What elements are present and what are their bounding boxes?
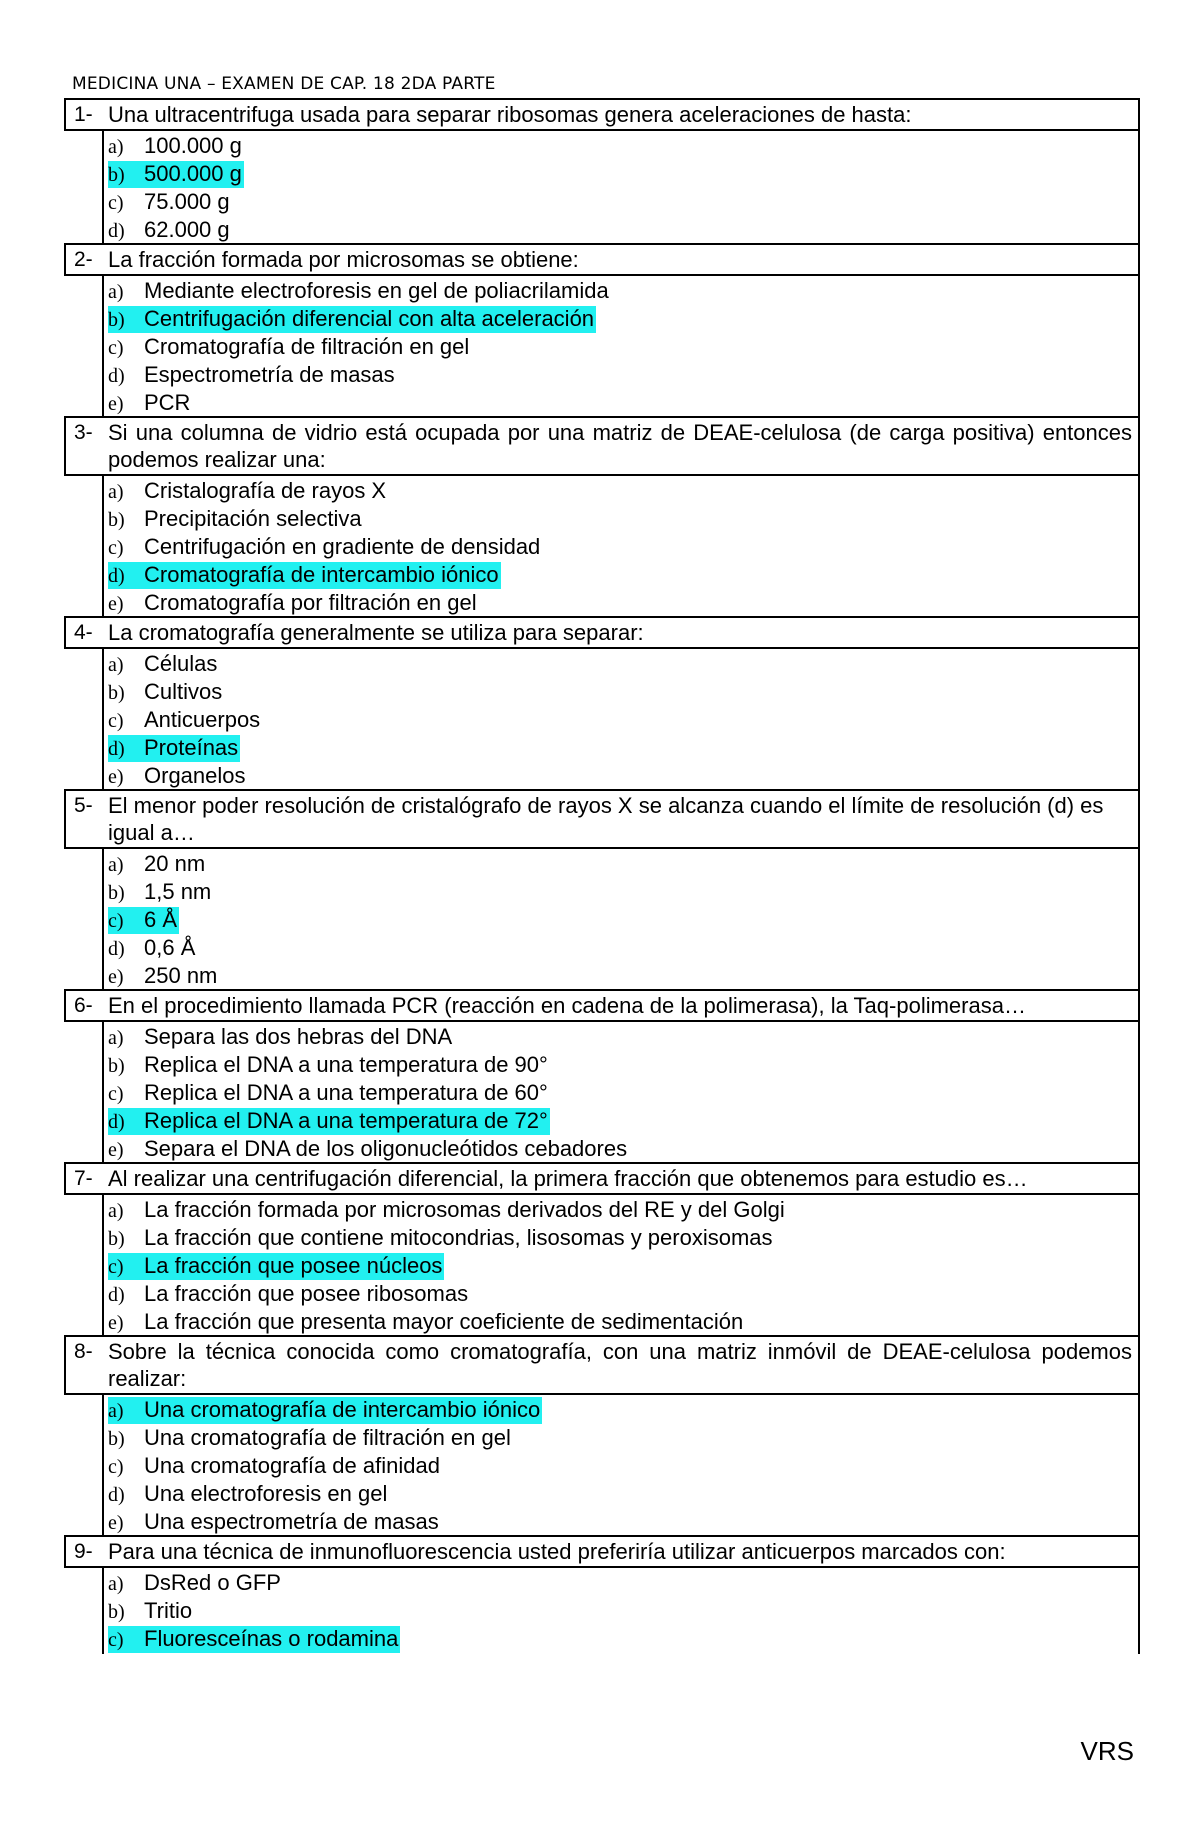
option-text: Tritio bbox=[144, 1598, 193, 1623]
option-letter: d) bbox=[108, 1284, 125, 1306]
answer-option-content bbox=[108, 763, 248, 790]
answer-option-content bbox=[108, 851, 207, 878]
answer-option bbox=[104, 1569, 1138, 1597]
option-letter: e) bbox=[108, 966, 124, 988]
question-heading bbox=[64, 1335, 1140, 1395]
answer-option-content bbox=[108, 1281, 470, 1308]
answer-option bbox=[104, 734, 1138, 762]
answer-option bbox=[104, 1625, 1138, 1653]
question-text: La fracción formada por microsomas se obtiene: bbox=[108, 247, 579, 272]
question-heading bbox=[64, 98, 1140, 131]
answer-options bbox=[102, 276, 1140, 418]
question-number: 5- bbox=[74, 794, 93, 817]
correct-answer-highlight bbox=[108, 1397, 542, 1424]
option-text: 20 nm bbox=[144, 851, 206, 876]
question-text: Para una técnica de inmunofluorescencia usted preferiría utilizar anticuerpos marcados con: bbox=[108, 1539, 1006, 1564]
option-letter: d) bbox=[108, 565, 125, 587]
option-letter: a) bbox=[108, 1573, 124, 1595]
correct-answer-highlight bbox=[108, 161, 244, 188]
option-letter: e) bbox=[108, 393, 124, 415]
question-text: En el procedimiento llamada PCR (reacción en cadena de la polimerasa), la Taq-polimerasa… bbox=[108, 993, 1026, 1018]
answer-option bbox=[104, 1023, 1138, 1051]
option-text: 0,6 Å bbox=[144, 935, 196, 960]
option-text: Centrifugación diferencial con alta aceleración bbox=[144, 306, 595, 331]
question-number: 9- bbox=[74, 1540, 93, 1563]
option-text: Cristalografía de rayos X bbox=[144, 478, 387, 503]
option-text: Separa las dos hebras del DNA bbox=[144, 1024, 453, 1049]
question-number: 4- bbox=[74, 621, 93, 644]
answer-option bbox=[104, 1452, 1138, 1480]
answer-option-content bbox=[108, 278, 611, 305]
answer-option-content bbox=[108, 534, 542, 561]
option-letter: a) bbox=[108, 1200, 124, 1222]
answer-option-content bbox=[108, 590, 479, 617]
option-text: 100.000 g bbox=[144, 133, 242, 158]
answer-option-content bbox=[108, 1197, 787, 1224]
option-text: 500.000 g bbox=[144, 161, 242, 186]
option-letter: e) bbox=[108, 1312, 124, 1334]
answer-option bbox=[104, 160, 1138, 188]
option-letter: b) bbox=[108, 309, 125, 331]
answer-options bbox=[102, 1568, 1140, 1654]
option-letter: c) bbox=[108, 537, 124, 559]
answer-option bbox=[104, 333, 1138, 361]
answer-option bbox=[104, 1196, 1138, 1224]
answer-option-content bbox=[108, 935, 197, 962]
question-number: 8- bbox=[74, 1340, 93, 1363]
option-text: PCR bbox=[144, 390, 191, 415]
answer-option-content bbox=[108, 1225, 775, 1252]
answer-option-content bbox=[108, 1024, 454, 1051]
answer-options bbox=[102, 1395, 1140, 1537]
option-letter: a) bbox=[108, 281, 124, 303]
option-text: Cromatografía por filtración en gel bbox=[144, 590, 477, 615]
answer-option bbox=[104, 1252, 1138, 1280]
answer-option-content bbox=[108, 1309, 745, 1336]
answer-option-content bbox=[108, 707, 262, 734]
option-text: Células bbox=[144, 651, 218, 676]
correct-answer-highlight bbox=[108, 907, 179, 934]
answer-option-content bbox=[108, 1052, 550, 1079]
question-heading bbox=[64, 989, 1140, 1022]
answer-option-content bbox=[108, 879, 213, 906]
option-letter: b) bbox=[108, 1228, 125, 1250]
question-heading bbox=[64, 1535, 1140, 1568]
option-text: Una cromatografía de filtración en gel bbox=[144, 1425, 511, 1450]
option-text: La fracción que presenta mayor coeficiente de sedimentación bbox=[144, 1309, 744, 1334]
answer-option bbox=[104, 477, 1138, 505]
answer-option-content bbox=[108, 133, 244, 160]
option-text: Precipitación selectiva bbox=[144, 506, 362, 531]
answer-option bbox=[104, 1396, 1138, 1424]
answer-option-content bbox=[108, 1453, 442, 1480]
option-text: La fracción que posee ribosomas bbox=[144, 1281, 469, 1306]
answer-option bbox=[104, 305, 1138, 333]
option-text: 62.000 g bbox=[144, 217, 230, 242]
option-text: Fluoresceínas o rodamina bbox=[144, 1626, 399, 1651]
answer-option-content bbox=[108, 1570, 283, 1597]
option-letter: a) bbox=[108, 481, 124, 503]
answer-option bbox=[104, 533, 1138, 561]
question-number: 1- bbox=[74, 103, 93, 126]
option-letter: c) bbox=[108, 1256, 124, 1278]
answer-option bbox=[104, 1508, 1138, 1536]
option-letter: c) bbox=[108, 1456, 124, 1478]
question-number: 3- bbox=[74, 421, 93, 444]
answer-option bbox=[104, 878, 1138, 906]
option-letter: c) bbox=[108, 710, 124, 732]
option-letter: e) bbox=[108, 1512, 124, 1534]
question-number: 6- bbox=[74, 994, 93, 1017]
answer-option bbox=[104, 361, 1138, 389]
question-text: El menor poder resolución de cristalógrafo de rayos X se alcanza cuando el límite de resolución (d) es igual a… bbox=[108, 793, 1104, 845]
answer-option-content bbox=[108, 1481, 389, 1508]
option-text: Replica el DNA a una temperatura de 72° bbox=[144, 1108, 548, 1133]
answer-option bbox=[104, 962, 1138, 990]
page-header: MEDICINA UNA – EXAMEN DE CAP. 18 2DA PARTE bbox=[72, 74, 496, 94]
option-text: 250 nm bbox=[144, 963, 218, 988]
question-text: Al realizar una centrifugación diferencial, la primera fracción que obtenemos para estudio es… bbox=[108, 1166, 1028, 1191]
answer-option bbox=[104, 1280, 1138, 1308]
answer-option-content bbox=[108, 651, 219, 678]
answer-option-content bbox=[108, 1509, 441, 1536]
question-number: 7- bbox=[74, 1167, 93, 1190]
option-text: Replica el DNA a una temperatura de 90° bbox=[144, 1052, 548, 1077]
answer-option bbox=[104, 1224, 1138, 1252]
answer-options bbox=[102, 649, 1140, 791]
answer-option bbox=[104, 589, 1138, 617]
option-text: Organelos bbox=[144, 763, 246, 788]
correct-answer-highlight bbox=[108, 562, 501, 589]
correct-answer-highlight bbox=[108, 1626, 400, 1653]
answer-option-content bbox=[108, 963, 219, 990]
answer-option-content bbox=[108, 217, 232, 244]
correct-answer-highlight bbox=[108, 735, 240, 762]
answer-option bbox=[104, 1597, 1138, 1625]
answer-option-content bbox=[108, 1425, 513, 1452]
option-letter: c) bbox=[108, 337, 124, 359]
option-text: Espectrometría de masas bbox=[144, 362, 395, 387]
option-letter: c) bbox=[108, 910, 124, 932]
answer-option-content bbox=[108, 189, 232, 216]
option-letter: e) bbox=[108, 766, 124, 788]
option-text: Una electroforesis en gel bbox=[144, 1481, 388, 1506]
option-text: La fracción que posee núcleos bbox=[144, 1253, 443, 1278]
option-text: Una cromatografía de intercambio iónico bbox=[144, 1397, 541, 1422]
answer-option bbox=[104, 132, 1138, 160]
option-letter: b) bbox=[108, 1601, 125, 1623]
answer-option-content bbox=[108, 390, 192, 417]
answer-option-content bbox=[108, 679, 224, 706]
footer-initials: VRS bbox=[1080, 1736, 1134, 1766]
answer-option bbox=[104, 389, 1138, 417]
question-heading bbox=[64, 243, 1140, 276]
option-letter: d) bbox=[108, 220, 125, 242]
option-letter: a) bbox=[108, 854, 124, 876]
option-letter: b) bbox=[108, 682, 125, 704]
option-letter: a) bbox=[108, 1027, 124, 1049]
option-text: Anticuerpos bbox=[144, 707, 261, 732]
option-letter: b) bbox=[108, 164, 125, 186]
option-text: 6 Å bbox=[144, 907, 178, 932]
answer-option bbox=[104, 188, 1138, 216]
answer-option-content bbox=[108, 1136, 629, 1163]
option-text: 1,5 nm bbox=[144, 879, 212, 904]
option-letter: d) bbox=[108, 1484, 125, 1506]
option-letter: b) bbox=[108, 882, 125, 904]
correct-answer-highlight bbox=[108, 306, 596, 333]
question-text: Sobre la técnica conocida como cromatografía, con una matriz inmóvil de DEAE-celulosa podemos realizar: bbox=[108, 1339, 1132, 1391]
answer-option bbox=[104, 1107, 1138, 1135]
option-text: Separa el DNA de los oligonucleótidos cebadores bbox=[144, 1136, 628, 1161]
answer-option bbox=[104, 934, 1138, 962]
option-text: DsRed o GFP bbox=[144, 1570, 281, 1595]
option-text: Cultivos bbox=[144, 679, 223, 704]
question-number: 2- bbox=[74, 248, 93, 271]
option-letter: a) bbox=[108, 654, 124, 676]
answer-option bbox=[104, 1308, 1138, 1336]
option-letter: b) bbox=[108, 509, 125, 531]
question-heading bbox=[64, 789, 1140, 849]
option-text: Cromatografía de intercambio iónico bbox=[144, 562, 499, 587]
option-text: Proteínas bbox=[144, 735, 239, 760]
answer-options bbox=[102, 849, 1140, 991]
option-letter: c) bbox=[108, 1083, 124, 1105]
answer-options bbox=[102, 1195, 1140, 1337]
answer-option bbox=[104, 650, 1138, 678]
answer-option bbox=[104, 1480, 1138, 1508]
answer-options bbox=[102, 131, 1140, 245]
option-text: La fracción formada por microsomas derivados del RE y del Golgi bbox=[144, 1197, 785, 1222]
option-letter: a) bbox=[108, 136, 124, 158]
option-letter: e) bbox=[108, 593, 124, 615]
option-letter: b) bbox=[108, 1055, 125, 1077]
answer-option-content bbox=[108, 1080, 550, 1107]
answer-option-content bbox=[108, 478, 388, 505]
answer-option bbox=[104, 277, 1138, 305]
option-letter: a) bbox=[108, 1400, 124, 1422]
option-text: La fracción que contiene mitocondrias, lisosomas y peroxisomas bbox=[144, 1225, 773, 1250]
option-letter: d) bbox=[108, 1111, 125, 1133]
exam-question-list bbox=[64, 100, 1140, 1654]
question-text: La cromatografía generalmente se utiliza para separar: bbox=[108, 620, 644, 645]
option-letter: d) bbox=[108, 738, 125, 760]
answer-options bbox=[102, 1022, 1140, 1164]
answer-option bbox=[104, 1424, 1138, 1452]
question-heading bbox=[64, 616, 1140, 649]
option-text: Replica el DNA a una temperatura de 60° bbox=[144, 1080, 548, 1105]
answer-option bbox=[104, 1051, 1138, 1079]
answer-options bbox=[102, 476, 1140, 618]
answer-option-content bbox=[108, 1598, 194, 1625]
option-letter: c) bbox=[108, 192, 124, 214]
answer-option bbox=[104, 216, 1138, 244]
answer-option bbox=[104, 505, 1138, 533]
option-text: Centrifugación en gradiente de densidad bbox=[144, 534, 541, 559]
question-heading bbox=[64, 1162, 1140, 1195]
option-letter: e) bbox=[108, 1139, 124, 1161]
correct-answer-highlight bbox=[108, 1108, 550, 1135]
answer-option-content bbox=[108, 506, 364, 533]
option-letter: c) bbox=[108, 1629, 124, 1651]
answer-option bbox=[104, 762, 1138, 790]
option-text: Mediante electroforesis en gel de poliacrilamida bbox=[144, 278, 609, 303]
answer-option bbox=[104, 1079, 1138, 1107]
answer-option-content bbox=[108, 334, 471, 361]
answer-option bbox=[104, 706, 1138, 734]
option-text: Una espectrometría de masas bbox=[144, 1509, 439, 1534]
option-text: Cromatografía de filtración en gel bbox=[144, 334, 470, 359]
option-text: 75.000 g bbox=[144, 189, 230, 214]
question-text: Una ultracentrifuga usada para separar ribosomas genera aceleraciones de hasta: bbox=[108, 102, 912, 127]
answer-option-content bbox=[108, 362, 397, 389]
answer-option bbox=[104, 906, 1138, 934]
option-letter: d) bbox=[108, 938, 125, 960]
option-letter: d) bbox=[108, 365, 125, 387]
answer-option bbox=[104, 1135, 1138, 1163]
answer-option bbox=[104, 678, 1138, 706]
option-letter: b) bbox=[108, 1428, 125, 1450]
correct-answer-highlight bbox=[108, 1253, 444, 1280]
answer-option bbox=[104, 850, 1138, 878]
question-text: Si una columna de vidrio está ocupada por una matriz de DEAE-celulosa (de carga positiva) entonces podemos realizar una: bbox=[108, 420, 1132, 472]
answer-option bbox=[104, 561, 1138, 589]
option-text: Una cromatografía de afinidad bbox=[144, 1453, 440, 1478]
question-heading bbox=[64, 416, 1140, 476]
